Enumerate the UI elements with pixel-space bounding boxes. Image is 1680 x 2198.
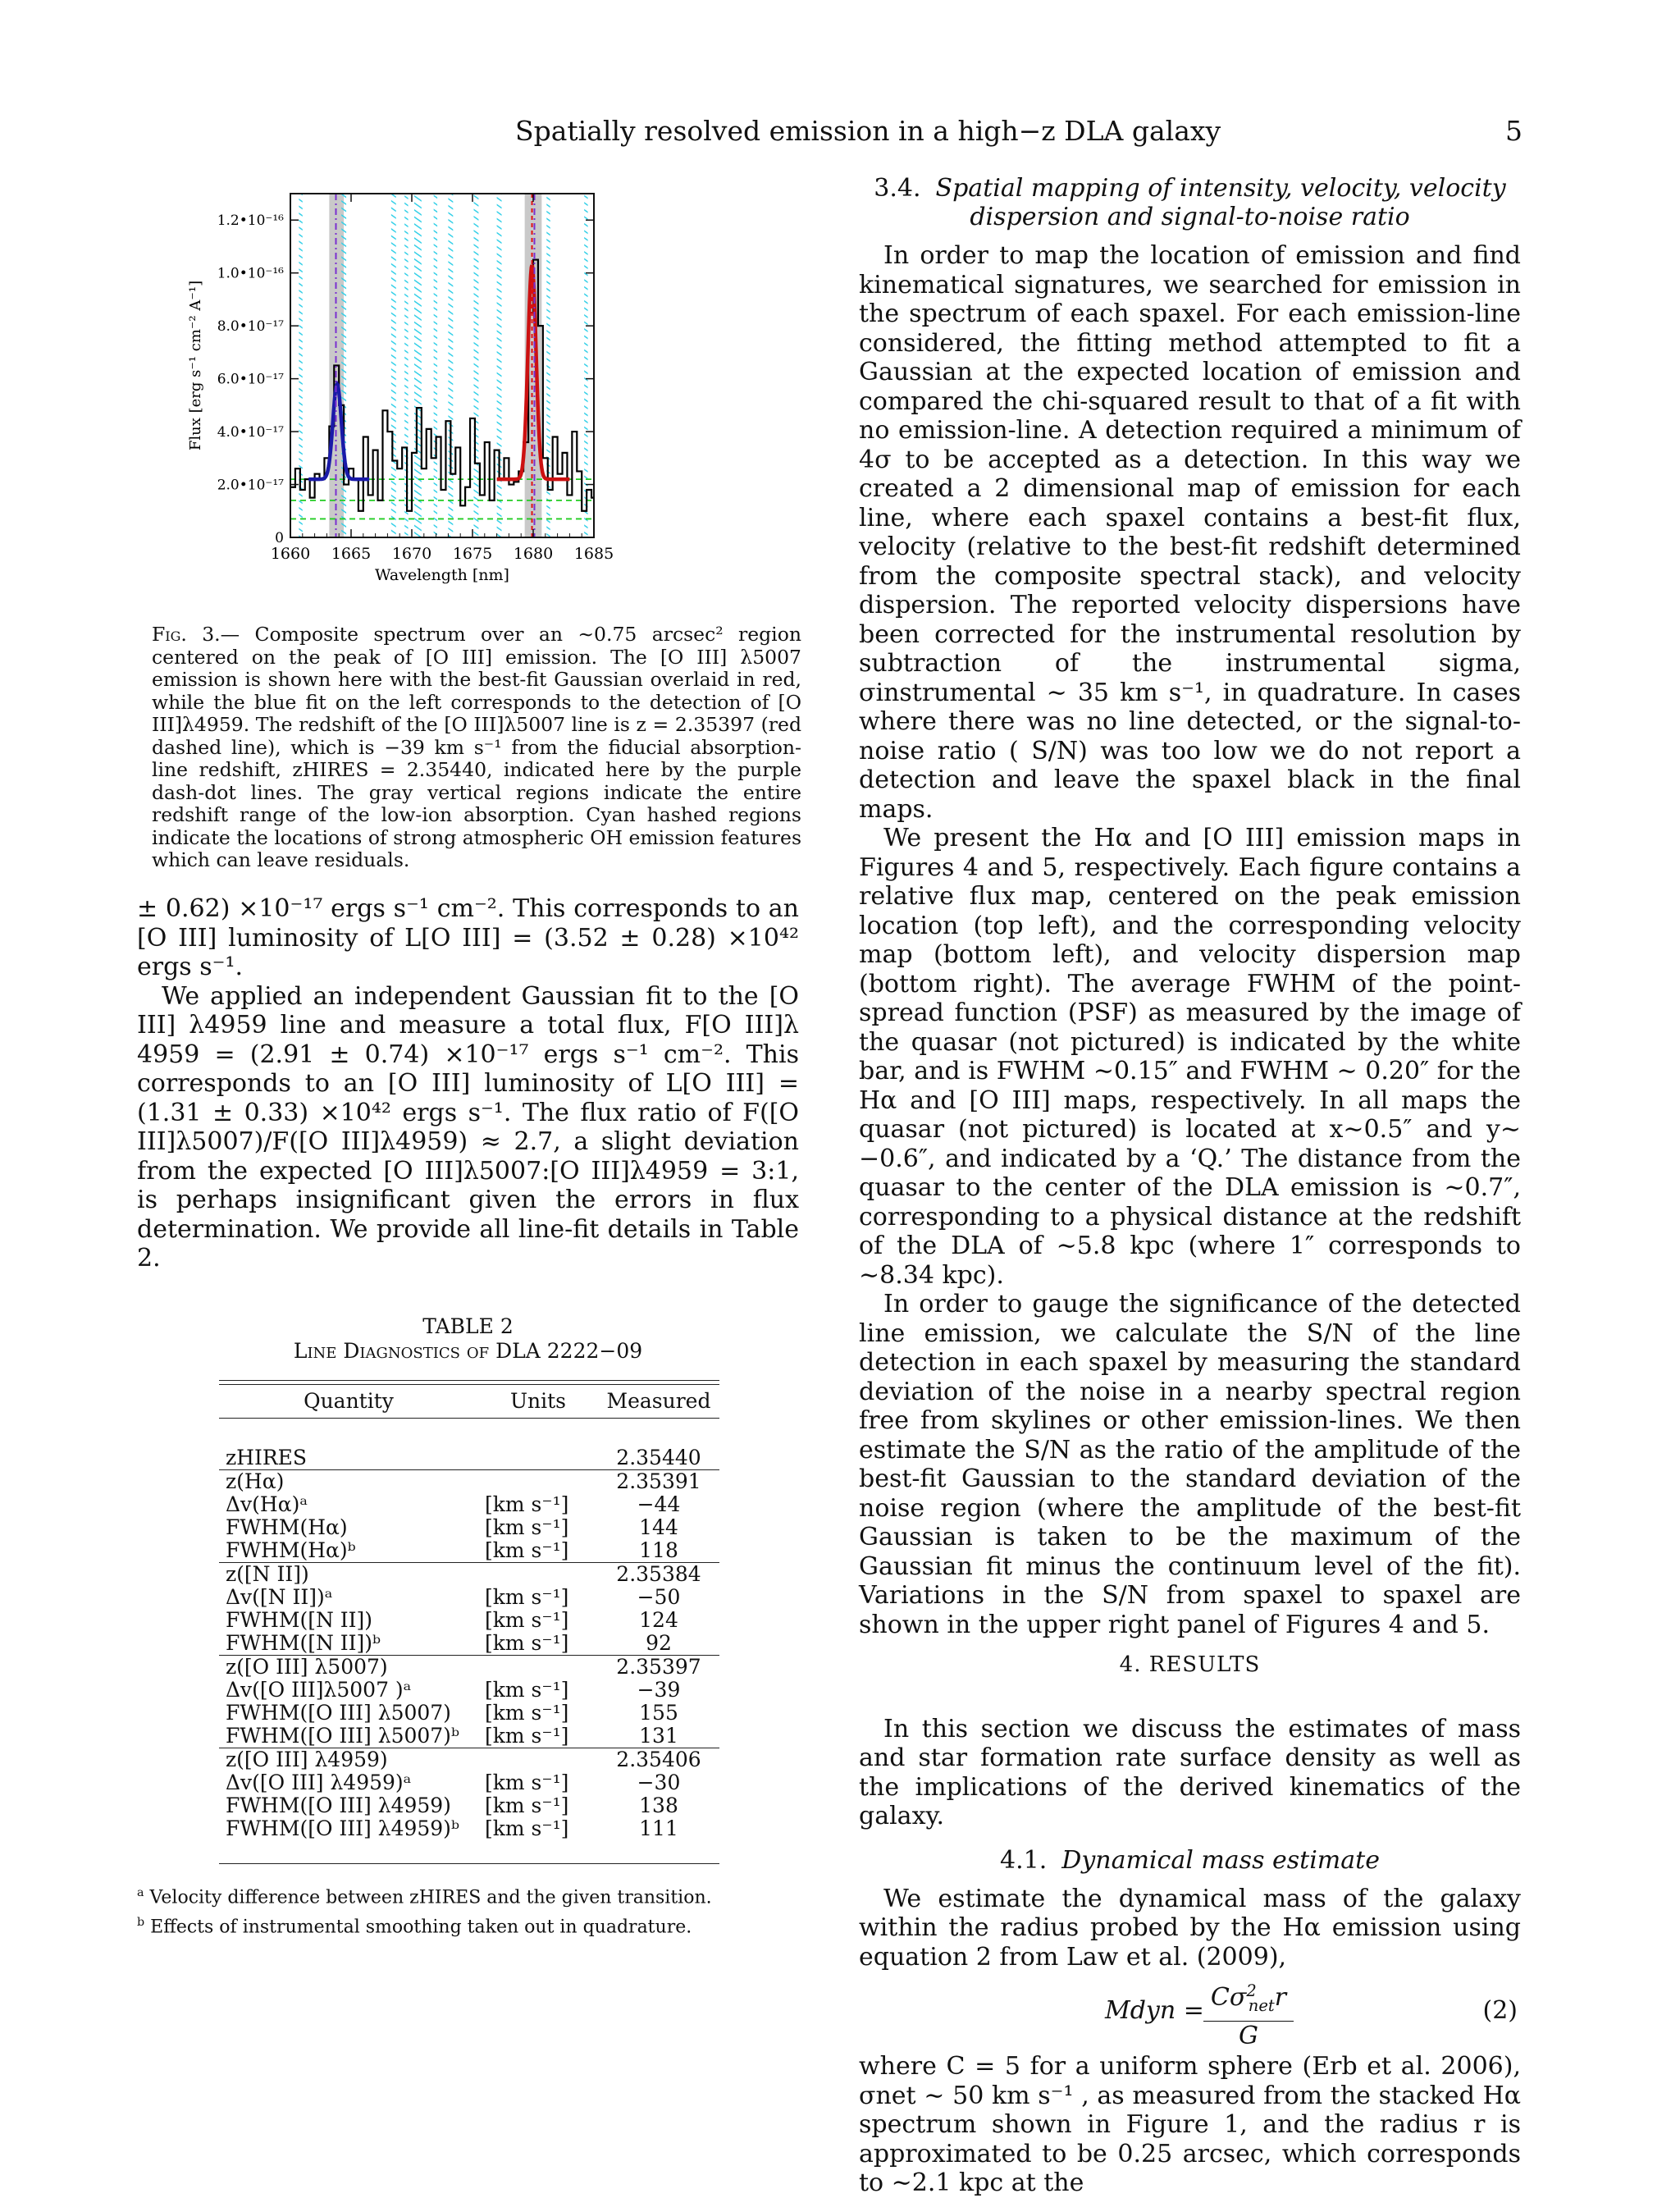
paragraph-snr: In order to gauge the significance of the detected line emission, we calculate the S/N of the line detection in each spaxel by measuring the standard deviation of the noise in a nearby spectral region free from skylines or other emission-lines. We then estimate the S/N as the ratio of the amplitude of the best-fit Gaussian to the standard deviation of the noise region (where the amplitude of the best-fit Gaussian is taken to be the maximum of the Gaussian fit minus the continuum level of the fit). Variations in the S/N from spaxel to spaxel are shown in the upper right panel of Figures 4 and 5.	[859, 1290, 1521, 1639]
cell-units: [km s⁻¹]	[485, 1492, 569, 1516]
oh-skyline-band	[473, 194, 478, 537]
table-row	[219, 1656, 719, 1679]
cell-units	[478, 1748, 598, 1772]
oh-skyline-band	[341, 194, 346, 537]
table-note-a: $^a$ Velocity difference between zHIRES and the given transition.	[137, 1886, 712, 1908]
cell-units: [km s⁻¹]	[485, 1585, 569, 1609]
y-tick-label: 2.0•10⁻¹⁷	[217, 477, 284, 494]
page-number: 5	[1505, 115, 1522, 147]
cell-units: [km s⁻¹]	[485, 1631, 569, 1655]
x-tick-label: 1665	[331, 545, 372, 563]
cell-measured: 2.35397	[598, 1656, 719, 1679]
cell-units: [km s⁻¹]	[485, 1515, 569, 1539]
cell-units: [km s⁻¹]	[485, 1794, 569, 1817]
equation-number: (2)	[1482, 1996, 1518, 2025]
cell-quantity: FWHM([O III] λ5007)	[226, 1701, 451, 1725]
table-note-b: $^b$ Effects of instrumental smoothing taken out in quadrature.	[137, 1916, 692, 1938]
y-tick-label: 0	[275, 530, 284, 546]
cell-measured: 131	[639, 1724, 678, 1748]
equation-2	[859, 1976, 1521, 2052]
y-tick-label: 6.0•10⁻¹⁷	[217, 371, 284, 388]
oh-skyline-band	[584, 194, 587, 537]
cell-measured: 111	[639, 1816, 678, 1840]
table-row	[219, 1586, 719, 1609]
oh-skyline-band	[434, 194, 437, 537]
cell-quantity: FWHM([N II])	[226, 1608, 373, 1632]
x-tick-label: 1670	[391, 545, 432, 563]
paragraph-results-intro: In this section we discuss the estimates of mass and star formation rate surface density as well as the implications of the derived kinematics of the galaxy.	[859, 1714, 1521, 1830]
cell-units: [km s⁻¹]	[485, 1816, 569, 1840]
table-row	[219, 1679, 719, 1702]
paragraph-oiii-4959: We applied an independent Gaussian fit to the [O III] λ4959 line and measure a total flux, F[O III]λ 4959 = (2.91 ± 0.74) ×10⁻¹⁷ ergs s⁻¹ cm⁻². This corresponds to an [O III] luminosity of L[O III] = (1.31 ± 0.33) ×10⁴² ergs s⁻¹. The flux ratio of F([O III]λ5007)/F([O III]λ4959) ≈ 2.7, a slight deviation from the expected [O III]λ5007:[O III]λ4959 = 3:1, is perhaps insignificant given the errors in flux determination. We provide all line-fit details in Table 2.	[137, 981, 799, 1273]
cell-quantity: FWHM([N II])ᵇ	[226, 1631, 381, 1655]
cell-quantity: FWHM(Hα)	[226, 1515, 348, 1539]
y-tick-label: 1.2•10⁻¹⁶	[217, 212, 284, 230]
x-tick-label: 1660	[270, 545, 311, 563]
x-tick-label: 1685	[573, 545, 614, 563]
cell-units: [km s⁻¹]	[485, 1701, 569, 1725]
table-2	[137, 1314, 799, 1940]
oh-skyline-band	[497, 194, 502, 537]
table-row	[219, 1817, 719, 1840]
table-row	[219, 1748, 719, 1772]
cell-units	[478, 1656, 598, 1679]
cell-quantity: FWHM([O III] λ4959)ᵇ	[226, 1816, 459, 1840]
cell-measured: 2.35440	[616, 1446, 701, 1469]
oh-skyline-band	[448, 194, 453, 537]
spectrum-chart	[187, 187, 789, 593]
cell-measured: 144	[639, 1515, 678, 1539]
cell-quantity: Δv([O III] λ4959)ᵃ	[226, 1771, 412, 1794]
cell-units: [km s⁻¹]	[485, 1538, 569, 1562]
cell-units	[478, 1563, 598, 1587]
figure-3	[187, 187, 789, 593]
cell-quantity: FWHM(Hα)ᵇ	[226, 1538, 356, 1562]
figure-caption	[152, 624, 801, 872]
cell-units: [km s⁻¹]	[485, 1771, 569, 1794]
cell-measured: 124	[639, 1608, 678, 1632]
y-axis-label: Flux [erg s⁻¹ cm⁻² A⁻¹]	[187, 280, 204, 451]
header-units: Units	[509, 1389, 567, 1413]
cell-measured: 138	[639, 1794, 678, 1817]
table-row	[219, 1609, 719, 1632]
cell-quantity: z(Hα)	[219, 1470, 478, 1494]
table-row	[219, 1794, 719, 1817]
oh-skyline-band	[391, 194, 396, 537]
paragraph-where: where C = 5 for a uniform sphere (Erb et al. 2006), σnet ∼ 50 km s⁻¹ , as measured from the stacked Hα spectrum shown in Figure 1, and the radius r is approximated to be 0.25 arcsec, which corresponds to ∼2.1 kpc at the	[859, 2052, 1521, 2197]
table-row	[219, 1725, 719, 1748]
table-row	[219, 1702, 719, 1725]
cell-measured: −44	[637, 1492, 681, 1516]
cell-quantity: FWHM([O III] λ4959)	[226, 1794, 451, 1817]
cell-quantity: Δv([N II])ᵃ	[226, 1585, 333, 1609]
table-row	[219, 1516, 719, 1539]
section-3-4-heading: 3.4. Spatial mapping of intensity, velocity, velocity dispersion and signal-to-noise ratio	[874, 174, 1506, 231]
x-axis-label: Wavelength [nm]	[375, 566, 509, 584]
y-tick-label: 8.0•10⁻¹⁷	[217, 318, 284, 336]
oh-skyline-band	[414, 194, 422, 537]
header-quantity: Quantity	[304, 1389, 394, 1413]
header-measured: Measured	[606, 1389, 711, 1413]
cell-units	[478, 1446, 598, 1470]
right-column-text	[859, 174, 1521, 2198]
x-tick-label: 1675	[452, 545, 493, 563]
cell-measured: −50	[637, 1585, 681, 1609]
cell-quantity: z([O III] λ5007)	[219, 1656, 478, 1679]
left-column-text	[137, 894, 799, 1273]
section-4-1-heading: 4.1. Dynamical mass estimate	[1000, 1845, 1380, 1875]
cell-measured: −30	[637, 1771, 681, 1794]
paragraph-mapping: In order to map the location of emission and find kinematical signatures, we searched for emission in the spectrum of each spaxel. For each emission-line considered, the fitting method attempted to fit a Gaussian at the expected location of emission and compared the chi-squared result to that of a fit with no emission-line. A detection required a minimum of 4σ to be accepted as a detection. In this way we created a 2 dimensional map of emission for each line, where each spaxel contains a best-fit flux, velocity (relative to the best-fit redshift determined from the composite spectral stack), and velocity dispersion. The reported velocity dispersions have been corrected for the instrumental resolution by subtraction of the instrumental sigma, σinstrumental ∼ 35 km s⁻¹, in quadrature. In cases where there was no line detected, or the signal-to-noise ratio ( S/N) was too low we do not report a detection and leave the spaxel black in the final maps.	[859, 241, 1521, 824]
paragraph-dynmass: We estimate the dynamical mass of the galaxy within the radius probed by the Hα emission using equation 2 from Law et al. (2009),	[859, 1884, 1521, 1972]
cell-measured: −39	[637, 1678, 681, 1702]
running-title: Spatially resolved emission in a high−z DLA galaxy	[515, 115, 1221, 147]
table-row	[219, 1632, 719, 1656]
table-header-row	[219, 1385, 719, 1419]
cell-measured: 92	[646, 1631, 672, 1655]
cell-quantity: Δv([O III]λ5007 )ᵃ	[226, 1678, 412, 1702]
cell-units: [km s⁻¹]	[485, 1608, 569, 1632]
cell-measured: 118	[639, 1538, 678, 1562]
y-tick-label: 4.0•10⁻¹⁷	[217, 424, 284, 441]
paragraph-maps: We present the Hα and [O III] emission maps in Figures 4 and 5, respectively. Each figure contains a relative flux map, centered on the peak emission location (top left), and the corresponding velocity map (bottom left), and velocity dispersion map (bottom right). The average FWHM of the point-spread function (PSF) as measured by the image of the quasar (not pictured) is indicated by the white bar, and is FWHM ∼0.15″ and FWHM ∼ 0.20″ for the Hα and [O III] maps, respectively. In all maps the quasar (not pictured) is located at x∼0.5″ and y∼ −0.6″, and indicated by a ‘Q.’ The distance from the quasar to the center of the DLA emission is ∼0.7″, corresponding to a physical distance at the redshift of the DLA of ∼5.8 kpc (where 1″ corresponds to ∼8.34 kpc).	[859, 824, 1521, 1290]
cell-measured: 2.35391	[598, 1470, 719, 1494]
table-row	[219, 1539, 719, 1563]
paragraph-flux-cont: ± 0.62) ×10⁻¹⁷ ergs s⁻¹ cm⁻². This corresponds to an [O III] luminosity of L[O III] = (3.52 ± 0.28) ×10⁴² ergs s⁻¹.	[137, 894, 799, 981]
caption-label: Fig. 3.—	[152, 623, 240, 646]
table-row	[219, 1771, 719, 1794]
cell-units: [km s⁻¹]	[485, 1724, 569, 1748]
table-row	[219, 1493, 719, 1516]
cell-quantity: FWHM([O III] λ5007)ᵇ	[226, 1724, 459, 1748]
cell-measured: 2.35384	[598, 1563, 719, 1587]
cell-quantity: Δv(Hα)ᵃ	[226, 1492, 308, 1516]
table-title: Line Diagnostics of DLA 2222−09	[293, 1339, 643, 1363]
equation-lhs: Mdyn =	[1105, 1996, 1204, 2025]
table-row	[219, 1470, 719, 1494]
cell-quantity: z([O III] λ4959)	[219, 1748, 478, 1772]
cell-units: [km s⁻¹]	[485, 1678, 569, 1702]
cell-units	[478, 1470, 598, 1494]
table-row	[219, 1446, 719, 1470]
table-row	[219, 1563, 719, 1587]
cell-quantity: zHIRES	[226, 1446, 308, 1469]
diagnostics-table	[219, 1385, 719, 1840]
running-header	[0, 115, 1680, 151]
equation-fraction: $C\sigma^2_{net}r$ G	[1203, 1976, 1294, 2050]
caption-text: Composite spectrum over an ∼0.75 arcsec² region centered on the peak of [O III] emission. The [O III] λ5007 emission is shown here with the best-fit Gaussian overlaid in red, while the blue fit on the left corresponds to the detection of [O III]λ4959. The redshift of the [O III]λ5007 line is z = 2.35397 (red dashed line), which is −39 km s⁻¹ from the fiducial absorption-line redshift, zHIRES = 2.35440, indicated here by the purple dash-dot lines. The gray vertical regions indicate the entire redshift range of the low-ion absorption. Cyan hashed regions indicate the locations of strong atmospheric OH emission features which can leave residuals.	[152, 623, 801, 871]
cell-measured: 2.35406	[598, 1748, 719, 1772]
cell-measured: 155	[639, 1701, 678, 1725]
x-tick-label: 1680	[513, 545, 554, 563]
section-4-heading: 4. RESULTS	[1119, 1652, 1261, 1677]
y-tick-label: 1.0•10⁻¹⁶	[217, 265, 284, 282]
table-number: TABLE 2	[422, 1314, 514, 1338]
cell-quantity: z([N II])	[219, 1563, 478, 1587]
